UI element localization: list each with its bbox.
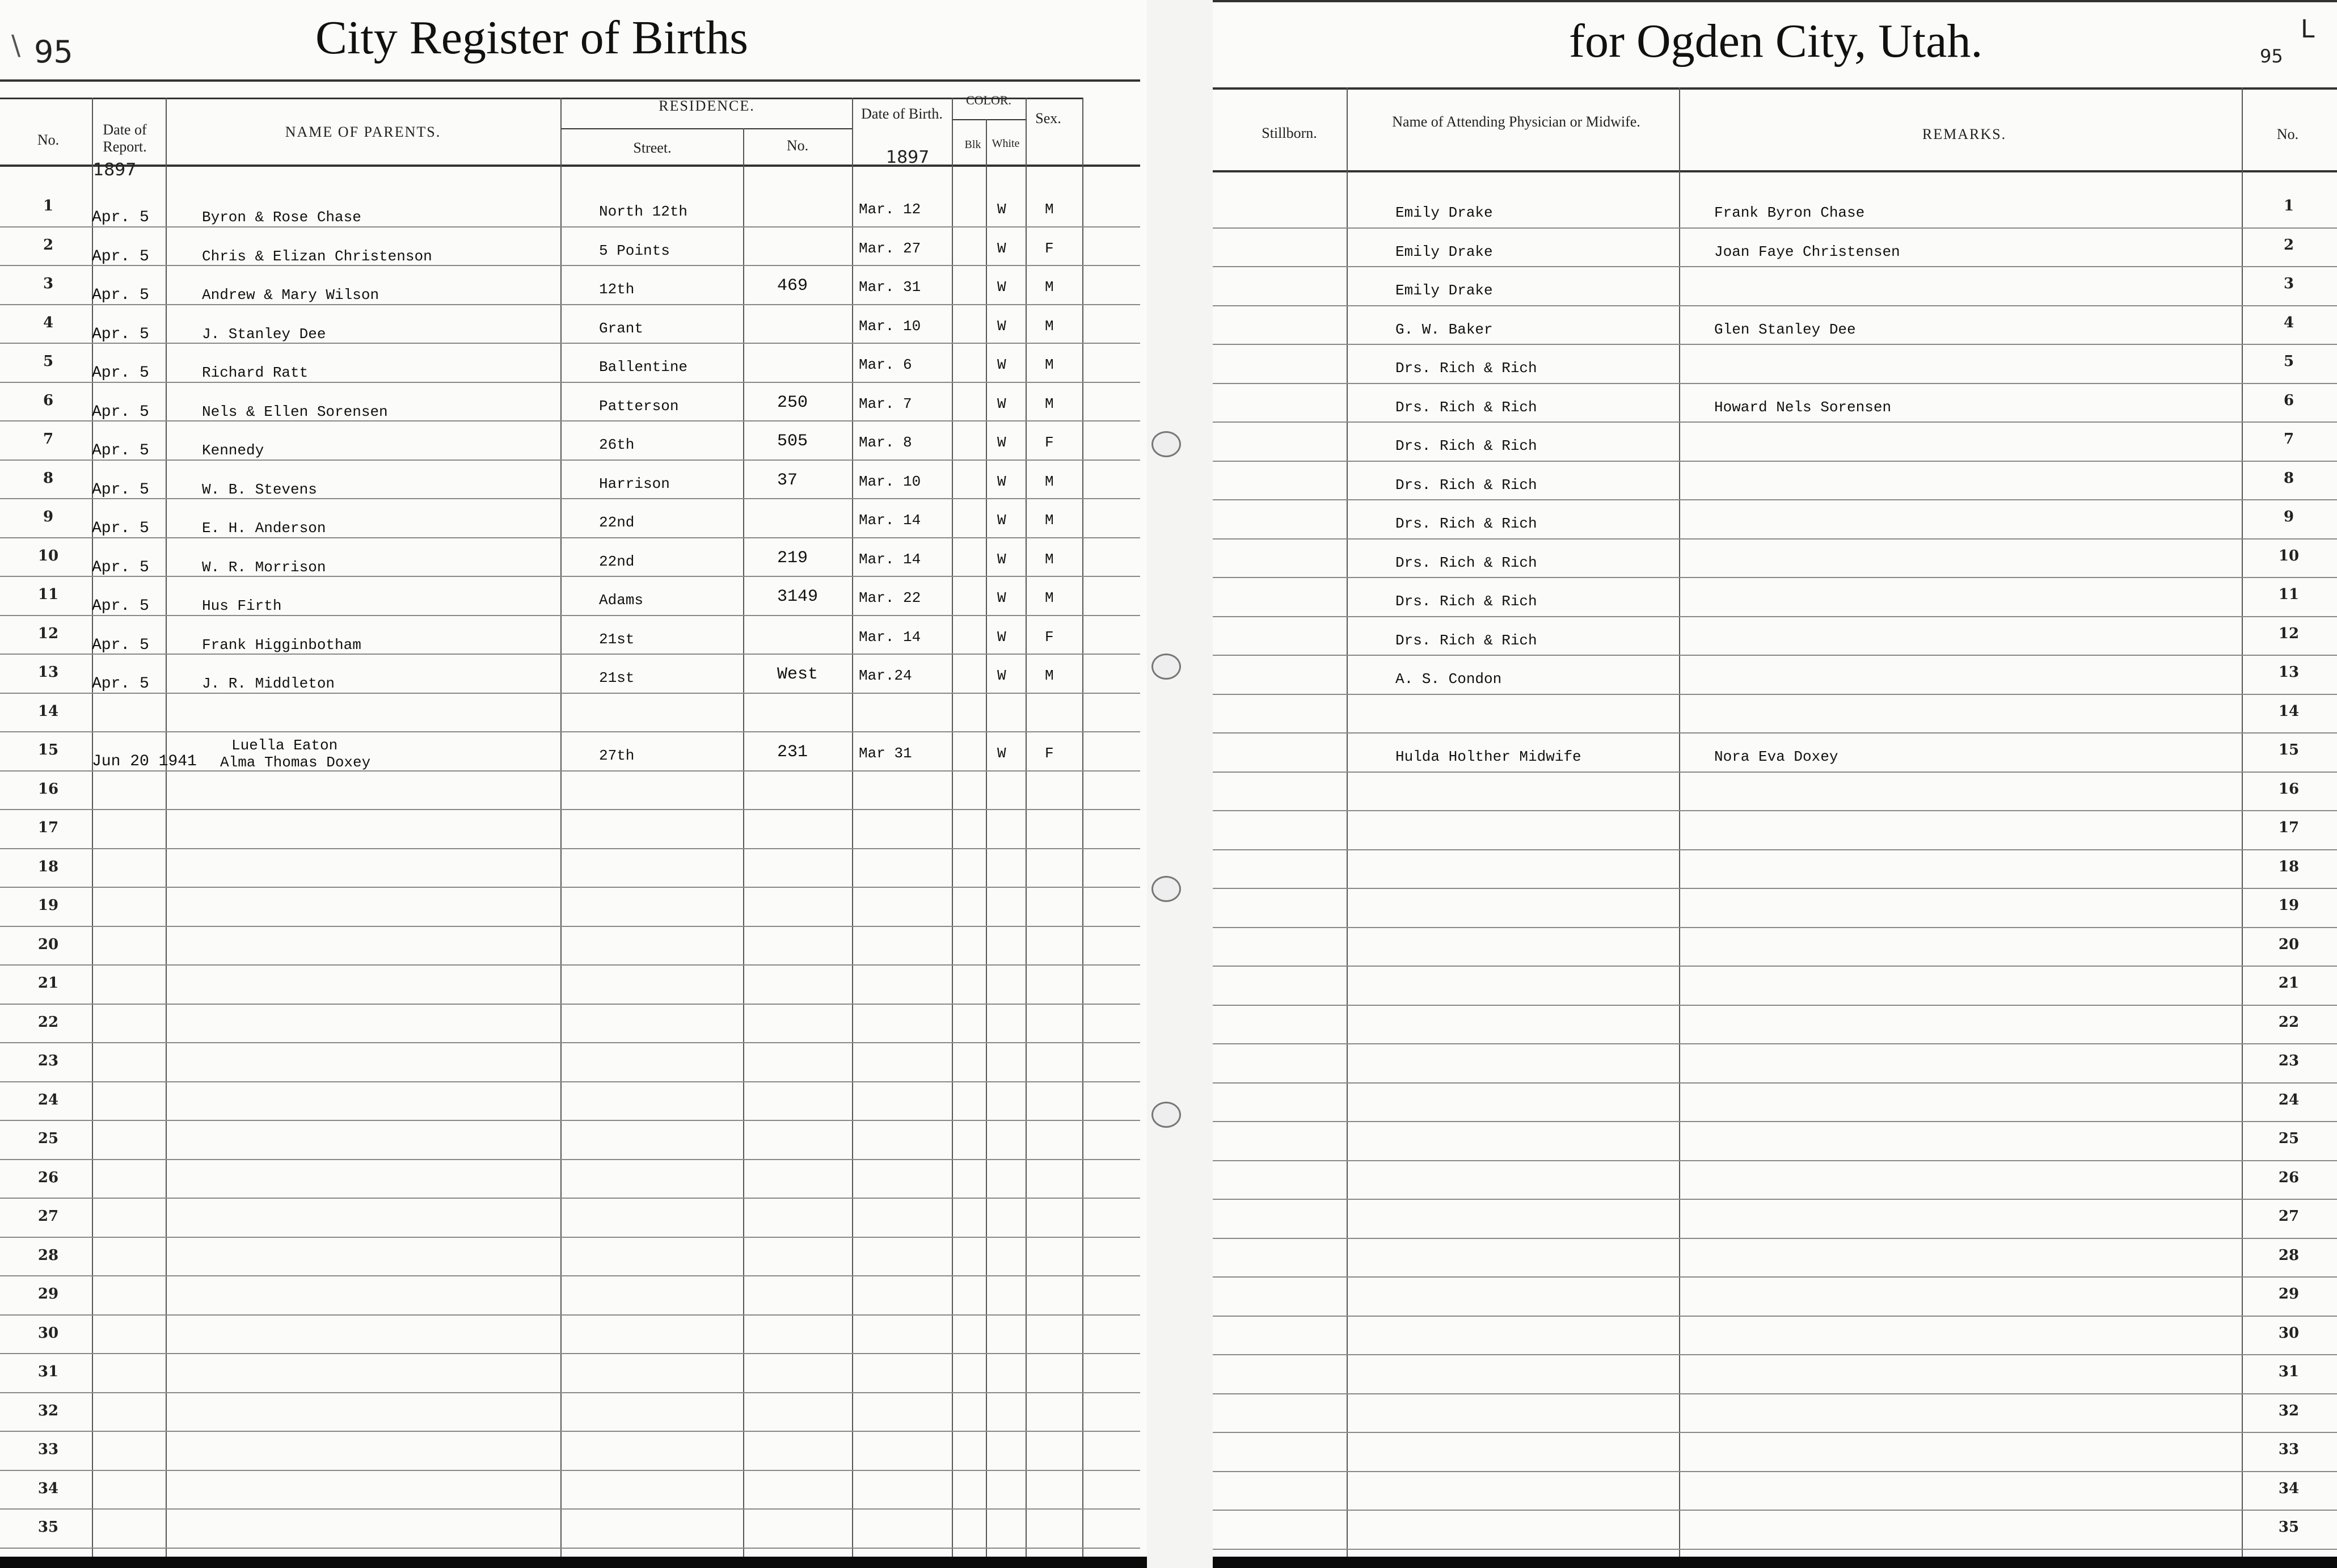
birth-date: Mar. 14 [859,550,921,568]
parents-name: Luella Eaton [231,737,338,754]
row-number-right: 29 [2278,1285,2300,1303]
sex: M [1045,512,1054,529]
row-number: 5 [43,353,54,370]
street: 26th [599,436,635,453]
row-number: 12 [37,625,59,642]
sex: M [1045,589,1054,606]
row-rule [0,1314,1140,1316]
parents-name: Chris & Elizan Christenson [202,247,432,265]
birth-date: Mar. 7 [859,395,912,412]
street: 21st [599,669,635,686]
row-rule [0,1042,1140,1043]
row-number-right: 4 [2283,314,2294,331]
row-number-right: 1 [2283,197,2294,214]
color-white: W [997,434,1006,451]
remarks: Frank Byron Chase [1714,204,1865,221]
row-rule-right [1213,577,2337,578]
row-number-right: 9 [2283,508,2294,525]
row-number: 33 [37,1441,59,1458]
color-white: W [997,667,1006,684]
attending-physician: Drs. Rich & Rich [1395,476,1537,494]
header-date-of-birth: Date of Birth. [861,106,943,122]
row-number-right: 30 [2278,1324,2300,1342]
parents-name: Frank Higginbotham [202,636,361,654]
row-rule [0,1237,1140,1238]
report-date: Apr. 5 [92,675,149,693]
attending-physician: A. S. Condon [1395,671,1502,688]
attending-physician: Emily Drake [1395,204,1493,221]
right-page-mark: 95 [2260,45,2283,67]
parents-name: Byron & Rose Chase [202,209,361,226]
color-white: W [997,550,1006,568]
report-date: Apr. 5 [92,247,149,265]
row-number: 31 [37,1363,59,1380]
row-rule [0,809,1140,810]
header-stillborn: Stillborn. [1262,125,1317,141]
row-number-right: 34 [2278,1480,2300,1497]
birth-date: Mar. 31 [859,279,921,296]
birth-date: Mar. 12 [859,201,921,218]
row-number: 23 [37,1052,59,1069]
row-rule-right [1213,1238,2337,1239]
row-number: 13 [37,664,59,681]
color-white: W [997,589,1006,606]
row-number: 29 [37,1285,59,1303]
row-rule-right [1213,1082,2337,1084]
row-rule-right [1213,772,2337,773]
attending-physician: Hulda Holther Midwife [1395,748,1581,765]
attending-physician: Drs. Rich & Rich [1395,554,1537,571]
row-rule [0,964,1140,966]
row-number-right: 25 [2278,1130,2300,1147]
row-rule-right [1213,694,2337,695]
sex: M [1045,279,1054,296]
row-number: 32 [37,1402,59,1419]
color-white: W [997,201,1006,218]
row-rule-right [1213,227,2337,229]
row-number-right: 18 [2278,858,2300,875]
street: 5 Points [599,242,670,259]
header-remarks: REMARKS. [1922,126,2007,142]
row-rule-right [1213,266,2337,267]
binder-hole-icon [1151,1102,1181,1128]
row-rule [0,926,1140,927]
color-white: W [997,395,1006,412]
birth-date: Mar. 6 [859,356,912,373]
sex: M [1045,667,1054,684]
row-number: 21 [37,975,59,992]
birth-date: Mar. 14 [859,512,921,529]
left-page [0,0,1147,1557]
header-residence: RESIDENCE. [659,98,755,114]
row-rule [0,1353,1140,1354]
color-white: W [997,512,1006,529]
attending-physician: Drs. Rich & Rich [1395,398,1537,416]
attending-physician: Drs. Rich & Rich [1395,360,1537,377]
row-number: 6 [43,391,54,409]
row-rule-right [1213,849,2337,850]
row-number-right: 13 [2278,664,2300,681]
street: Ballentine [599,359,688,376]
header-no-right: No. [2276,126,2299,142]
row-rule-right [1213,888,2337,889]
attending-physician: Drs. Rich & Rich [1395,515,1537,532]
row-rule [0,1198,1140,1199]
header-street-no: No. [786,137,809,154]
row-rule [0,654,1140,655]
birth-date: Mar. 14 [859,628,921,646]
row-rule-right [1213,810,2337,811]
binder-hole-icon [1151,876,1181,902]
report-date: Apr. 5 [92,597,149,615]
check-mark-icon: \ [11,29,21,61]
parents-name: J. R. Middleton [202,675,335,692]
row-number: 18 [37,858,59,875]
street-no: 505 [777,432,808,451]
row-number-right: 12 [2278,625,2300,642]
row-rule-right [1213,1316,2337,1317]
street: 21st [599,630,635,648]
row-rule-right [1213,1121,2337,1122]
row-rule [0,460,1140,461]
row-number-right: 14 [2278,702,2300,720]
header-no: No. [37,132,60,148]
report-date: Apr. 5 [92,520,149,537]
street: Patterson [599,397,679,415]
row-rule [0,576,1140,577]
street-no: 3149 [777,587,819,606]
binding-gutter [1147,0,1213,1568]
row-number-right: 32 [2278,1402,2300,1419]
header-top-rule [1213,87,2337,90]
right-page [1213,0,2337,1557]
sex: F [1045,239,1054,257]
row-number-right: 7 [2283,431,2294,448]
header-bottom-rule [0,165,1140,167]
header-parents: NAME OF PARENTS. [285,124,441,140]
report-date: Apr. 5 [92,325,149,343]
report-date: Apr. 5 [92,364,149,382]
row-number-right: 27 [2278,1208,2300,1225]
row-rule [0,1081,1140,1082]
left-page-title: City Register of Births [315,11,748,64]
header-top-rule [0,98,1083,99]
street: 27th [599,747,635,764]
row-number-right: 15 [2278,741,2300,758]
attending-physician: Drs. Rich & Rich [1395,631,1537,649]
row-number-right: 11 [2278,586,2300,603]
street: Adams [599,592,644,609]
header-color: COLOR. [965,93,1012,107]
report-date: Jun 20 1941 [92,753,197,770]
row-number: 1 [43,197,54,214]
row-rule [0,1470,1140,1471]
row-number: 10 [37,547,59,564]
row-number-right: 2 [2283,236,2294,254]
row-number: 16 [37,780,59,798]
row-number: 19 [37,897,59,914]
row-number: 28 [37,1246,59,1264]
row-rule-right [1213,538,2337,539]
color-white: W [997,745,1006,762]
birth-date: Mar. 22 [859,589,921,606]
birth-date: Mar. 10 [859,317,921,335]
header-street: Street. [633,140,672,156]
row-rule [0,304,1140,305]
report-date: Apr. 5 [92,403,149,421]
row-rule [0,848,1140,849]
parents-name: Richard Ratt [202,364,309,381]
row-rule-right [1213,966,2337,967]
attending-physician: Drs. Rich & Rich [1395,593,1537,610]
binder-hole-icon [1151,431,1181,457]
birth-date: Mar. 8 [859,434,912,451]
row-number-right: 21 [2278,975,2300,992]
row-rule-right [1213,1199,2337,1200]
report-date: Apr. 5 [92,442,149,460]
row-number: 3 [43,275,54,292]
street: 12th [599,281,635,298]
sex: M [1045,201,1054,218]
header-white: White [992,137,1020,150]
parents-name: Hus Firth [202,597,282,614]
birth-date: Mar. 10 [859,473,921,490]
row-rule [0,615,1140,616]
birth-date: Mar. 27 [859,239,921,257]
row-rule [0,887,1140,888]
row-rule-right [1213,461,2337,462]
row-number: 7 [43,431,54,448]
header-physician: Name of Attending Physician or Midwife. [1392,113,1640,130]
corner-mark: L [2301,15,2315,44]
row-rule-right [1213,344,2337,345]
row-rule [0,1508,1140,1510]
street: 22nd [599,514,635,531]
row-rule-right [1213,1005,2337,1006]
report-date: Apr. 5 [92,558,149,576]
birth-date: Mar.24 [859,667,912,684]
row-number: 34 [37,1480,59,1497]
row-number-right: 24 [2278,1091,2300,1108]
header-bottom-rule [1213,170,2337,172]
row-number-right: 19 [2278,897,2300,914]
row-number: 24 [37,1091,59,1108]
row-number: 15 [37,741,59,758]
color-white: W [997,239,1006,257]
row-rule [0,537,1140,538]
report-date: Apr. 5 [92,209,149,226]
row-rule-right [1213,927,2337,928]
header-report-year: 1897 [93,160,137,180]
row-number-right: 33 [2278,1441,2300,1458]
street-no: 231 [777,743,808,762]
top-rule [0,79,1140,82]
row-rule [0,1548,1140,1549]
parents-name: Andrew & Mary Wilson [202,286,379,304]
report-date: Apr. 5 [92,480,149,499]
parents-name: W. R. Morrison [202,558,326,576]
row-number: 14 [37,702,59,720]
remarks: Joan Faye Christensen [1714,243,1900,260]
row-number-right: 35 [2278,1519,2300,1536]
remarks: Howard Nels Sorensen [1714,398,1892,416]
row-number-right: 6 [2283,391,2294,409]
row-number: 27 [37,1208,59,1225]
row-rule [0,226,1140,227]
report-date: Apr. 5 [92,286,149,304]
street: Grant [599,319,644,337]
street: 22nd [599,553,635,570]
row-number-right: 22 [2278,1013,2300,1031]
parents-name: J. Stanley Dee [202,325,326,343]
row-number-right: 3 [2283,275,2294,292]
row-rule [0,1159,1140,1160]
row-rule-right [1213,616,2337,617]
row-number: 9 [43,508,54,525]
color-white: W [997,628,1006,646]
parents-name: Kennedy [202,442,264,459]
row-number: 17 [37,819,59,836]
parents-name: Nels & Ellen Sorensen [202,403,388,420]
sex: M [1045,395,1054,412]
row-number-right: 20 [2278,935,2300,953]
street: North 12th [599,203,688,220]
row-rule [0,1004,1140,1005]
street-no: 219 [777,548,808,568]
parents-name: W. B. Stevens [202,480,317,498]
header-sex: Sex. [1035,110,1061,127]
row-rule-right [1213,1471,2337,1472]
row-number: 25 [37,1130,59,1147]
row-rule-right [1213,1432,2337,1433]
row-number: 4 [43,314,54,331]
row-number: 11 [37,586,59,603]
row-rule [0,382,1140,383]
header-date-of-report: Date of Report. [103,121,147,155]
row-rule-right [1213,1393,2337,1394]
row-number-right: 31 [2278,1363,2300,1380]
color-white: W [997,317,1006,335]
row-rule-right [1213,1354,2337,1355]
binder-hole-icon [1151,654,1181,680]
sex: M [1045,317,1054,335]
street-no: 37 [777,470,798,490]
row-rule-right [1213,1043,2337,1044]
right-page-title: for Ogden City, Utah. [1569,15,1983,68]
remarks: Nora Eva Doxey [1714,748,1838,765]
street: Harrison [599,475,670,492]
sex: M [1045,550,1054,568]
sex: M [1045,356,1054,373]
birth-date: Mar 31 [859,745,912,762]
row-rule [0,343,1140,344]
color-white: W [997,356,1006,373]
row-rule [0,1392,1140,1393]
row-rule-right [1213,1276,2337,1278]
row-number: 35 [37,1519,59,1536]
row-number-right: 5 [2283,353,2294,370]
row-number-right: 8 [2283,469,2294,487]
sex: F [1045,434,1054,451]
row-number-right: 16 [2278,780,2300,798]
parents-name-line2: Alma Thomas Doxey [220,754,371,771]
row-rule [0,1431,1140,1432]
row-rule-right [1213,732,2337,734]
parents-name: E. H. Anderson [202,520,326,537]
attending-physician: Emily Drake [1395,282,1493,299]
attending-physician: Emily Drake [1395,243,1493,260]
row-rule-right [1213,421,2337,423]
row-number: 8 [43,469,54,487]
row-rule [0,265,1140,266]
attending-physician: Drs. Rich & Rich [1395,437,1537,454]
row-number-right: 10 [2278,547,2300,564]
row-number-right: 26 [2278,1169,2300,1186]
header-blk: Blk [964,138,981,151]
color-white: W [997,279,1006,296]
row-number-right: 28 [2278,1246,2300,1264]
row-rule-right [1213,655,2337,656]
attending-physician: G. W. Baker [1395,321,1493,338]
row-rule-right [1213,499,2337,500]
street-no: 250 [777,393,808,412]
row-rule [0,420,1140,421]
sex: M [1045,473,1054,490]
color-white: W [997,473,1006,490]
row-number: 26 [37,1169,59,1186]
row-rule-right [1213,305,2337,306]
row-rule [0,1275,1140,1276]
row-rule-right [1213,1549,2337,1550]
street-no: 469 [777,276,808,296]
row-number-right: 17 [2278,819,2300,836]
row-rule-right [1213,383,2337,384]
row-number-right: 23 [2278,1052,2300,1069]
row-number: 30 [37,1324,59,1342]
row-rule-right [1213,1160,2337,1161]
row-number: 2 [43,236,54,254]
sex: F [1045,628,1054,646]
row-number: 20 [37,935,59,953]
row-rule [0,1120,1140,1121]
row-rule [0,731,1140,732]
row-rule [0,498,1140,499]
row-rule [0,693,1140,694]
row-number: 22 [37,1013,59,1031]
row-rule-right [1213,1510,2337,1511]
remarks: Glen Stanley Dee [1714,321,1856,338]
sex: F [1045,745,1054,762]
street-no: West [777,665,819,684]
report-date: Apr. 5 [92,636,149,654]
left-page-mark: 95 [34,34,73,70]
header-birth-year: 1897 [886,147,930,167]
